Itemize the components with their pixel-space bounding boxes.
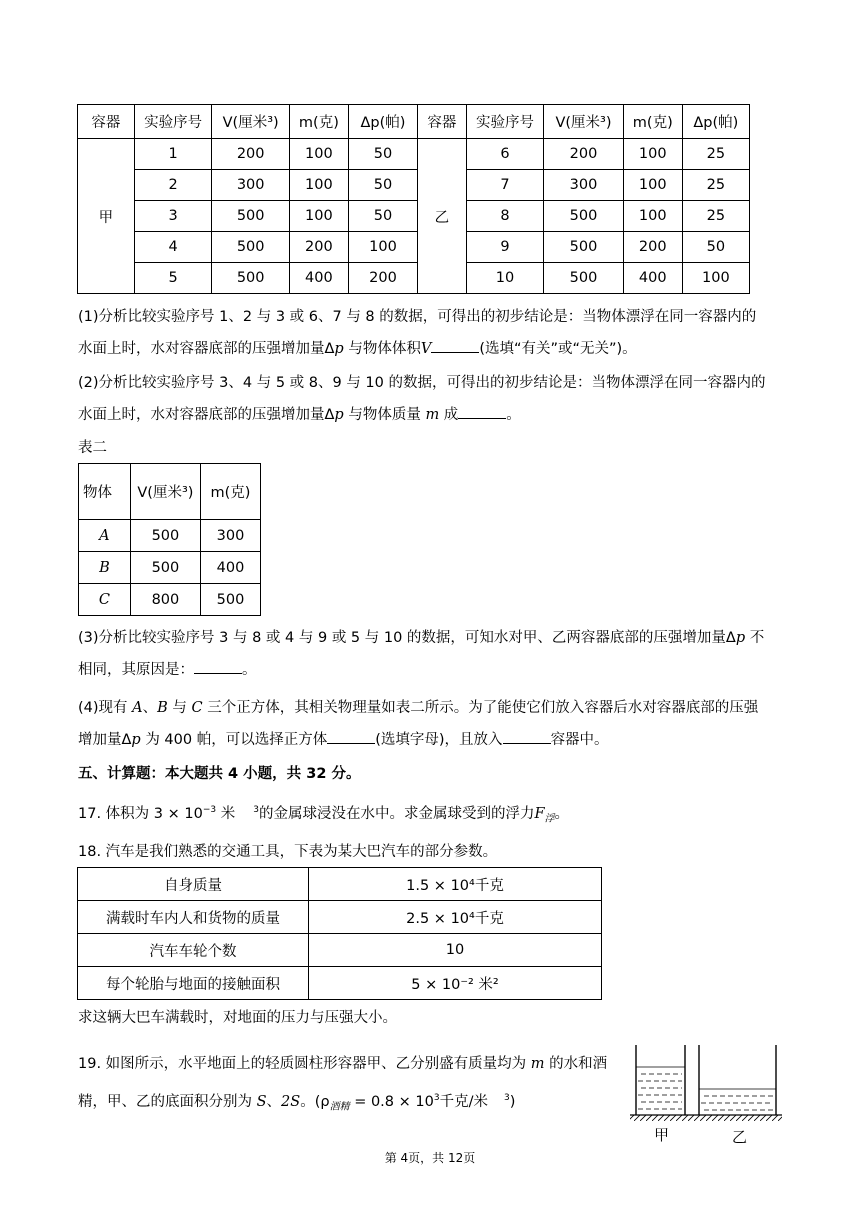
q19-line1	[78, 1047, 618, 1081]
q4-text: 三个正方体，其相关物理量如表二所示。为了能使它们放入容器后水对容器底部的压强	[202, 700, 759, 716]
var-F: F	[534, 805, 545, 822]
table-cell: 300	[544, 170, 624, 201]
container-yi-figure	[699, 1045, 776, 1115]
q17-text: 米	[216, 805, 236, 822]
table-row	[79, 520, 261, 552]
q4-text: (4)现有	[78, 700, 133, 716]
q2-line1: (2)分析比较实验序号 3、4 与 5 或 8、9 与 10 的数据，可得出的初步结论是：当物体漂浮在同一容器内的	[78, 375, 766, 391]
question-4	[78, 692, 784, 756]
q19-exponent: 3	[503, 1093, 510, 1103]
q17-text: 17. 体积为 3 × 10	[78, 805, 203, 822]
table-cell: 50	[348, 201, 417, 232]
table-cell: 300	[201, 520, 261, 552]
table-cell: 500	[544, 201, 624, 232]
table-cell: 400	[623, 263, 682, 294]
q4-text: 容器中。	[550, 732, 609, 748]
table-cell: 500	[544, 263, 624, 294]
q4-text: 增加量Δ	[78, 732, 132, 748]
table-cell: 100	[289, 139, 348, 170]
answer-blank[interactable]	[194, 659, 242, 674]
table-cell: 400	[201, 552, 261, 584]
q2-text: 。	[506, 407, 521, 423]
q3-line2	[78, 654, 784, 686]
table-cell: 6	[466, 139, 544, 170]
table-cell: 500	[130, 520, 200, 552]
section-heading: 五、计算题：本大题共 4 小题，共 32 分。	[78, 766, 361, 782]
table-cell: 500	[201, 584, 261, 616]
container-yi: 乙	[418, 139, 467, 294]
table-cell: 100	[682, 263, 749, 294]
table-cell: 500	[212, 232, 290, 263]
table-cell: 50	[348, 139, 417, 170]
objects-table-2	[78, 463, 261, 616]
table-cell: 7	[466, 170, 544, 201]
table2-header: 物体	[79, 464, 131, 520]
rho-subscript: 酒精	[329, 1101, 350, 1113]
q1-text: 与物体体积	[343, 341, 421, 357]
table-cell: 100	[623, 201, 682, 232]
experiment-table-1	[77, 104, 750, 294]
table-cell: 100	[348, 232, 417, 263]
q2-line2	[78, 399, 784, 431]
param-value: 1.5 × 10⁴千克	[309, 868, 602, 901]
var-S: S	[256, 1093, 267, 1110]
object-label: B	[79, 552, 131, 584]
q4-line2	[78, 724, 784, 756]
q3-text: 。	[242, 662, 257, 678]
q2-text: 与物体质量	[343, 407, 426, 423]
q19-line2: 精，甲、乙的底面积分别为 S、2S。($\rho_{酒精} = 0.8 \times 10^3$千克/米 $^3$)	[78, 1093, 516, 1113]
ground	[630, 1115, 782, 1121]
table-cell: 100	[623, 139, 682, 170]
table-cell: 300	[212, 170, 290, 201]
var-C: C	[191, 700, 203, 716]
table-row	[79, 552, 261, 584]
question-2	[78, 367, 784, 431]
table-cell: 200	[348, 263, 417, 294]
question-18-intro: 18. 汽车是我们熟悉的交通工具，下表为某大巴汽车的部分参数。	[78, 844, 498, 860]
table-cell: 100	[623, 170, 682, 201]
table-cell: 25	[682, 201, 749, 232]
container-jia-figure	[636, 1045, 685, 1115]
table1-header: V(厘米³)	[544, 105, 624, 139]
table-row	[79, 584, 261, 616]
question-1	[78, 301, 784, 365]
table-cell: 800	[130, 584, 200, 616]
q17-exponent: −3	[202, 805, 217, 815]
table1-header: V(厘米³)	[212, 105, 290, 139]
table1-header: Δp(帕)	[348, 105, 417, 139]
param-label: 汽车车轮个数	[78, 934, 309, 967]
figure-label-jia: 甲	[654, 1126, 670, 1144]
table-cell: 100	[289, 201, 348, 232]
question-3	[78, 622, 784, 686]
table2-header: m(克)	[201, 464, 261, 520]
table-cell: 3	[134, 201, 212, 232]
q1-line2	[78, 333, 784, 365]
figure-label-yi: 乙	[732, 1128, 748, 1146]
table-cell: 9	[466, 232, 544, 263]
table-cell: 25	[682, 139, 749, 170]
table-cell: 400	[289, 263, 348, 294]
table-cell: 50	[682, 232, 749, 263]
bus-parameters-table	[77, 867, 602, 1000]
var-p: p	[131, 732, 141, 748]
q4-text: (选填字母)，且放入	[375, 732, 503, 748]
param-label: 自身质量	[78, 868, 309, 901]
param-value: 5 × 10⁻² 米²	[309, 967, 602, 1000]
var-V: V	[420, 341, 432, 357]
page-footer: 第 4页，共 12页	[384, 1151, 476, 1165]
table-row	[78, 967, 602, 1000]
table2-caption: 表二	[78, 440, 107, 456]
table2-header: V(厘米³)	[130, 464, 200, 520]
var-p: p	[334, 407, 344, 423]
table1-header: 实验序号	[466, 105, 544, 139]
table-row	[78, 901, 602, 934]
table1-header-row	[78, 105, 750, 139]
table-cell: 5	[134, 263, 212, 294]
table-row	[78, 139, 750, 170]
q19-text: = 0.8 × 10	[349, 1093, 434, 1110]
table-cell: 500	[212, 201, 290, 232]
table1-header: m(克)	[289, 105, 348, 139]
table-row	[78, 170, 750, 201]
q1-text: 水面上时，水对容器底部的压强增加量Δ	[78, 341, 335, 357]
param-label: 满载时车内人和货物的质量	[78, 901, 309, 934]
object-label: A	[79, 520, 131, 552]
table-row	[78, 201, 750, 232]
answer-blank[interactable]	[503, 729, 551, 744]
table-cell: 50	[348, 170, 417, 201]
table-row	[78, 934, 602, 967]
table1-header: m(克)	[623, 105, 682, 139]
table1-header: 容器	[78, 105, 135, 139]
param-value: 2.5 × 10⁴千克	[309, 901, 602, 934]
q3-text: 相同，其原因是：	[78, 662, 194, 678]
param-value: 10	[309, 934, 602, 967]
var-m: m	[425, 407, 440, 423]
var-m: m	[530, 1056, 545, 1072]
question-19	[78, 1047, 618, 1125]
table-cell: 500	[130, 552, 200, 584]
q17-exponent: 3	[253, 805, 259, 815]
q1-text: (选填“有关”或“无关”)。	[479, 341, 637, 357]
table-cell: 500	[212, 263, 290, 294]
table1-header: Δp(帕)	[682, 105, 749, 139]
table-cell: 500	[544, 232, 624, 263]
var-B: B	[157, 700, 168, 716]
table1-header: 容器	[418, 105, 467, 139]
table-cell: 8	[466, 201, 544, 232]
q19-text: 精，甲、乙的底面积分别为	[78, 1093, 257, 1110]
param-label: 每个轮胎与地面的接触面积	[78, 967, 309, 1000]
q3-line1	[78, 622, 784, 654]
table-cell: 200	[623, 232, 682, 263]
table-cell: 10	[466, 263, 544, 294]
table-cell: 200	[544, 139, 624, 170]
q19-text: )	[509, 1093, 516, 1110]
table1-header: 实验序号	[134, 105, 212, 139]
answer-blank[interactable]	[431, 338, 479, 353]
q2-text: 成	[439, 407, 459, 423]
table-cell: 200	[289, 232, 348, 263]
containers-figure	[628, 1043, 784, 1147]
table-row	[78, 263, 750, 294]
q17-text: 的金属球浸没在水中。求金属球受到的浮力	[258, 805, 535, 822]
q19-exponent: 3	[433, 1093, 440, 1103]
table-cell: 100	[289, 170, 348, 201]
answer-blank[interactable]	[458, 404, 506, 419]
q17-subscript: 浮	[544, 813, 555, 825]
q19-text: 的水和酒	[544, 1056, 608, 1072]
container-jia: 甲	[78, 139, 135, 294]
table-cell: 1	[134, 139, 212, 170]
answer-blank[interactable]	[327, 729, 375, 744]
q19-text: 千克/米	[439, 1093, 488, 1110]
object-label: C	[79, 584, 131, 616]
table-row	[78, 232, 750, 263]
table-cell: 25	[682, 170, 749, 201]
var-p: p	[334, 341, 344, 357]
table-cell: 200	[212, 139, 290, 170]
q19-text: 19. 如图所示，水平地面上的轻质圆柱形容器甲、乙分别盛有质量均为	[78, 1056, 531, 1072]
q4-line1: (4)现有 A、B 与 C 三个正方体，其相关物理量如表二所示。为了能使它们放入容器后水对容器底部的压强	[78, 700, 759, 716]
q4-text: 为 400 帕，可以选择正方体	[140, 732, 328, 748]
table2-header-row	[79, 464, 261, 520]
table-row	[78, 868, 602, 901]
table-cell: 2	[134, 170, 212, 201]
q3-text: (3)分析比较实验序号 3 与 8 或 4 与 9 或 5 与 10 的数据，可知水对甲、乙两容器底部的压强增加量Δ	[78, 630, 736, 646]
var-A: A	[132, 700, 143, 716]
q3-text: 不	[745, 630, 765, 646]
q19-text: 。(ρ	[300, 1093, 330, 1110]
var-2S: 2S	[281, 1093, 301, 1110]
var-p: p	[735, 630, 746, 646]
table-cell: 4	[134, 232, 212, 263]
question-18-ask: 求这辆大巴车满载时，对地面的压力与压强大小。	[78, 1010, 397, 1026]
q1-line1: (1)分析比较实验序号 1、2 与 3 或 6、7 与 8 的数据，可得出的初步结论是：当物体漂浮在同一容器内的	[78, 309, 757, 325]
q17-text: 。	[554, 805, 570, 822]
q2-text: 水面上时，水对容器底部的压强增加量Δ	[78, 407, 335, 423]
question-17	[78, 799, 784, 831]
